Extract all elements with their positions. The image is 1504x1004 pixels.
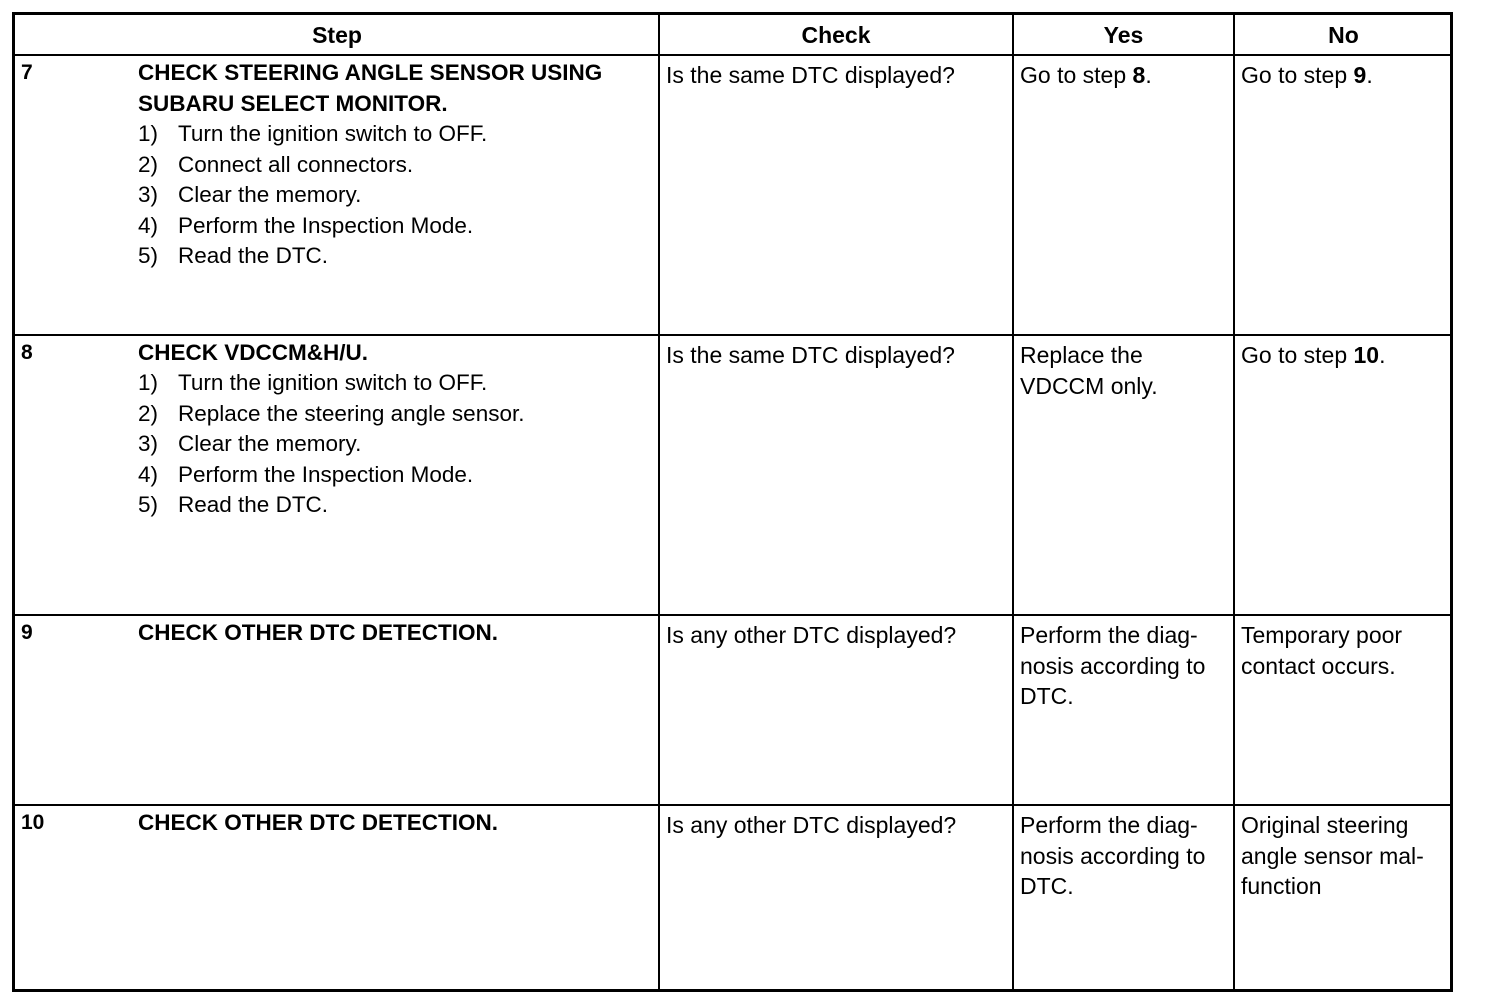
list-item xyxy=(138,490,658,521)
yes-cell xyxy=(1014,616,1233,804)
step-number: 7 xyxy=(21,61,33,84)
substep-number: 2) xyxy=(138,151,159,177)
no-cell xyxy=(1235,56,1453,334)
no-text-line: Original steering xyxy=(1241,812,1409,838)
header-check: Check xyxy=(801,22,871,48)
step-title-line: CHECK STEERING ANGLE SENSOR USING xyxy=(138,60,603,85)
yes-text-pre: Go to step xyxy=(1020,62,1133,88)
substep-text: Connect all connectors. xyxy=(178,151,414,177)
list-item xyxy=(138,368,658,399)
yes-cell xyxy=(1014,336,1233,614)
no-cell xyxy=(1235,336,1453,614)
yes-text-line: DTC. xyxy=(1020,683,1074,709)
check-text: Is the same DTC displayed? xyxy=(666,342,955,368)
check-cell xyxy=(660,806,1012,992)
list-item xyxy=(138,150,658,181)
substep-text: Read the DTC. xyxy=(178,492,329,517)
step-title xyxy=(138,58,658,119)
table-row xyxy=(15,616,1450,804)
yes-text xyxy=(1020,338,1229,401)
substep-text: Read the DTC. xyxy=(178,243,329,268)
step-number: 10 xyxy=(21,811,45,834)
substep-text: Perform the Inspection Mode. xyxy=(178,461,474,487)
list-item xyxy=(138,429,658,460)
substep-number: 5) xyxy=(138,492,159,517)
step-title-line: CHECK OTHER DTC DETECTION. xyxy=(138,620,498,645)
check-cell xyxy=(660,56,1012,334)
no-text xyxy=(1241,808,1449,902)
yes-text-line: VDCCM only. xyxy=(1020,372,1158,399)
substep-list xyxy=(138,119,658,272)
yes-step-ref: 8 xyxy=(1132,62,1146,88)
step-title xyxy=(138,618,658,649)
list-item xyxy=(138,460,658,491)
table-row xyxy=(15,56,1450,334)
no-step-ref: 10 xyxy=(1353,342,1380,368)
step-title-line: CHECK VDCCM&H/U. xyxy=(138,340,368,365)
yes-text xyxy=(1020,618,1229,712)
no-text-post: . xyxy=(1366,62,1373,88)
no-step-ref: 9 xyxy=(1353,62,1367,88)
yes-text-line: Replace the xyxy=(1020,342,1143,368)
yes-text-line: Perform the diag- xyxy=(1020,622,1198,648)
substep-number: 4) xyxy=(138,212,159,238)
list-item xyxy=(138,180,658,211)
step-title-line: CHECK OTHER DTC DETECTION. xyxy=(138,810,498,835)
no-text xyxy=(1241,338,1449,371)
step-number: 8 xyxy=(21,341,33,364)
check-cell xyxy=(660,336,1012,614)
step-title xyxy=(138,338,658,369)
no-text-line: angle sensor mal- xyxy=(1241,842,1424,869)
no-text-line: Temporary poor xyxy=(1241,622,1403,648)
substep-text: Turn the ignition switch to OFF. xyxy=(178,370,488,395)
header-step: Step xyxy=(312,22,362,48)
no-text-line: function xyxy=(1241,873,1322,899)
yes-text-line: nosis according to xyxy=(1020,652,1206,679)
header-no: No xyxy=(1328,22,1359,48)
step-title xyxy=(138,808,658,839)
header-yes: Yes xyxy=(1103,22,1144,48)
yes-text-post: . xyxy=(1145,62,1152,88)
substep-number: 2) xyxy=(138,400,159,426)
step-number: 9 xyxy=(21,621,33,644)
substep-number: 1) xyxy=(138,370,159,395)
yes-text-line: DTC. xyxy=(1020,873,1074,899)
substep-number: 3) xyxy=(138,431,159,456)
substep-number: 3) xyxy=(138,182,159,207)
step-title-line: SUBARU SELECT MONITOR. xyxy=(138,90,448,116)
substep-text: Replace the steering angle sensor. xyxy=(178,400,525,426)
yes-text xyxy=(1020,58,1229,91)
no-text xyxy=(1241,618,1449,681)
yes-cell xyxy=(1014,806,1233,992)
no-text xyxy=(1241,58,1449,91)
yes-cell xyxy=(1014,56,1233,334)
list-item xyxy=(138,241,658,272)
substep-number: 4) xyxy=(138,461,159,487)
no-text-line: contact occurs. xyxy=(1241,652,1396,679)
table-row xyxy=(15,806,1450,992)
no-cell xyxy=(1235,806,1453,992)
check-text: Is the same DTC displayed? xyxy=(666,62,955,88)
substep-text: Turn the ignition switch to OFF. xyxy=(178,121,488,146)
no-text-pre: Go to step xyxy=(1241,342,1354,368)
table-row xyxy=(15,336,1450,614)
no-cell xyxy=(1235,616,1453,804)
substep-list xyxy=(138,368,658,521)
substep-text: Perform the Inspection Mode. xyxy=(178,212,474,238)
yes-text-line: nosis according to xyxy=(1020,842,1206,869)
substep-number: 5) xyxy=(138,243,159,268)
list-item xyxy=(138,399,658,430)
check-cell xyxy=(660,616,1012,804)
substep-text: Clear the memory. xyxy=(178,431,362,456)
check-text: Is any other DTC displayed? xyxy=(666,812,957,838)
list-item xyxy=(138,119,658,150)
yes-text-line: Perform the diag- xyxy=(1020,812,1198,838)
yes-text xyxy=(1020,808,1229,902)
substep-number: 1) xyxy=(138,121,159,146)
diagnostic-table xyxy=(12,12,1453,992)
substep-text: Clear the memory. xyxy=(178,182,362,207)
check-text: Is any other DTC displayed? xyxy=(666,622,957,648)
list-item xyxy=(138,211,658,242)
no-text-pre: Go to step xyxy=(1241,62,1354,88)
no-text-post: . xyxy=(1379,342,1386,368)
